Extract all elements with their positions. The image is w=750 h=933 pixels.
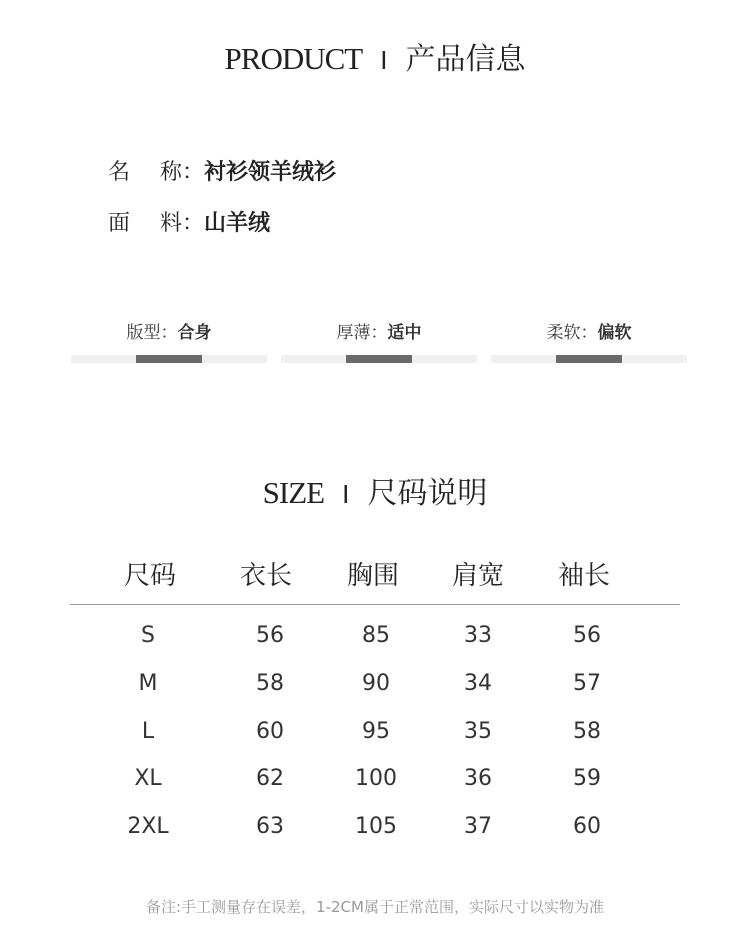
info-label-suffix: 称： [160, 160, 205, 185]
attr-thickness-scale [281, 355, 477, 363]
attr-softness [491, 318, 687, 343]
attr-softness-label: 柔软： [546, 323, 598, 343]
info-row-material [108, 206, 270, 237]
attr-thickness [281, 318, 477, 343]
table-cell: 58 [256, 671, 284, 696]
table-header-sleeve: 袖长 [557, 561, 610, 591]
info-value-name: 衬衫领羊绒衫 [204, 160, 337, 185]
product-section-title [0, 34, 750, 78]
attr-fit [71, 318, 267, 343]
table-cell: 57 [573, 671, 601, 696]
attr-thickness-label: 厚薄： [336, 323, 388, 343]
attr-thickness-marker [346, 355, 412, 363]
title-separator: I [342, 479, 350, 509]
size-title-cn: 尺码说明 [367, 476, 488, 511]
table-cell: 34 [464, 671, 492, 696]
table-cell: 100 [355, 766, 397, 791]
attr-softness-scale [491, 355, 687, 363]
product-title-cn: 产品信息 [405, 42, 526, 77]
table-cell: 63 [256, 814, 284, 839]
table-cell: 36 [464, 766, 492, 791]
table-cell: S [141, 623, 155, 648]
attr-thickness-value: 适中 [387, 323, 422, 343]
table-cell: 90 [362, 671, 390, 696]
table-header-length: 衣长 [239, 561, 292, 591]
title-separator: I [380, 45, 388, 75]
table-divider [70, 604, 680, 605]
table-cell: 60 [256, 719, 284, 744]
table-header-size: 尺码 [123, 561, 176, 591]
table-cell: 56 [256, 623, 284, 648]
table-cell: 59 [573, 766, 601, 791]
info-label-char: 面 [108, 211, 131, 236]
table-cell: M [138, 671, 158, 696]
attr-fit-marker [136, 355, 202, 363]
table-cell: 33 [464, 623, 492, 648]
table-cell: 58 [573, 719, 601, 744]
table-cell: L [141, 719, 155, 744]
info-row-name [108, 155, 336, 186]
table-cell: 56 [573, 623, 601, 648]
attr-fit-scale [71, 355, 267, 363]
info-value-material: 山羊绒 [204, 211, 271, 236]
table-header-shoulder: 肩宽 [451, 561, 504, 591]
attr-softness-marker [556, 355, 622, 363]
table-cell: 35 [464, 719, 492, 744]
table-cell: XL [134, 766, 162, 791]
table-cell: 60 [573, 814, 601, 839]
table-cell: 95 [362, 719, 390, 744]
attr-softness-value: 偏软 [597, 323, 632, 343]
size-section-title [0, 468, 750, 512]
size-title-en: SIZE [262, 475, 325, 510]
table-cell: 85 [362, 623, 390, 648]
table-cell: 62 [256, 766, 284, 791]
info-label-char: 名 [108, 160, 131, 185]
attr-fit-label: 版型： [126, 323, 178, 343]
table-cell: 2XL [127, 814, 169, 839]
attr-fit-value: 合身 [177, 323, 212, 343]
product-title-en: PRODUCT [224, 41, 363, 76]
measurement-note: 备注:手工测量存在误差，1-2CM属于正常范围，实际尺寸以实物为准 [146, 898, 604, 916]
table-cell: 105 [355, 814, 397, 839]
table-cell: 37 [464, 814, 492, 839]
info-label-suffix: 料： [160, 211, 205, 236]
table-header-chest: 胸围 [346, 561, 399, 591]
